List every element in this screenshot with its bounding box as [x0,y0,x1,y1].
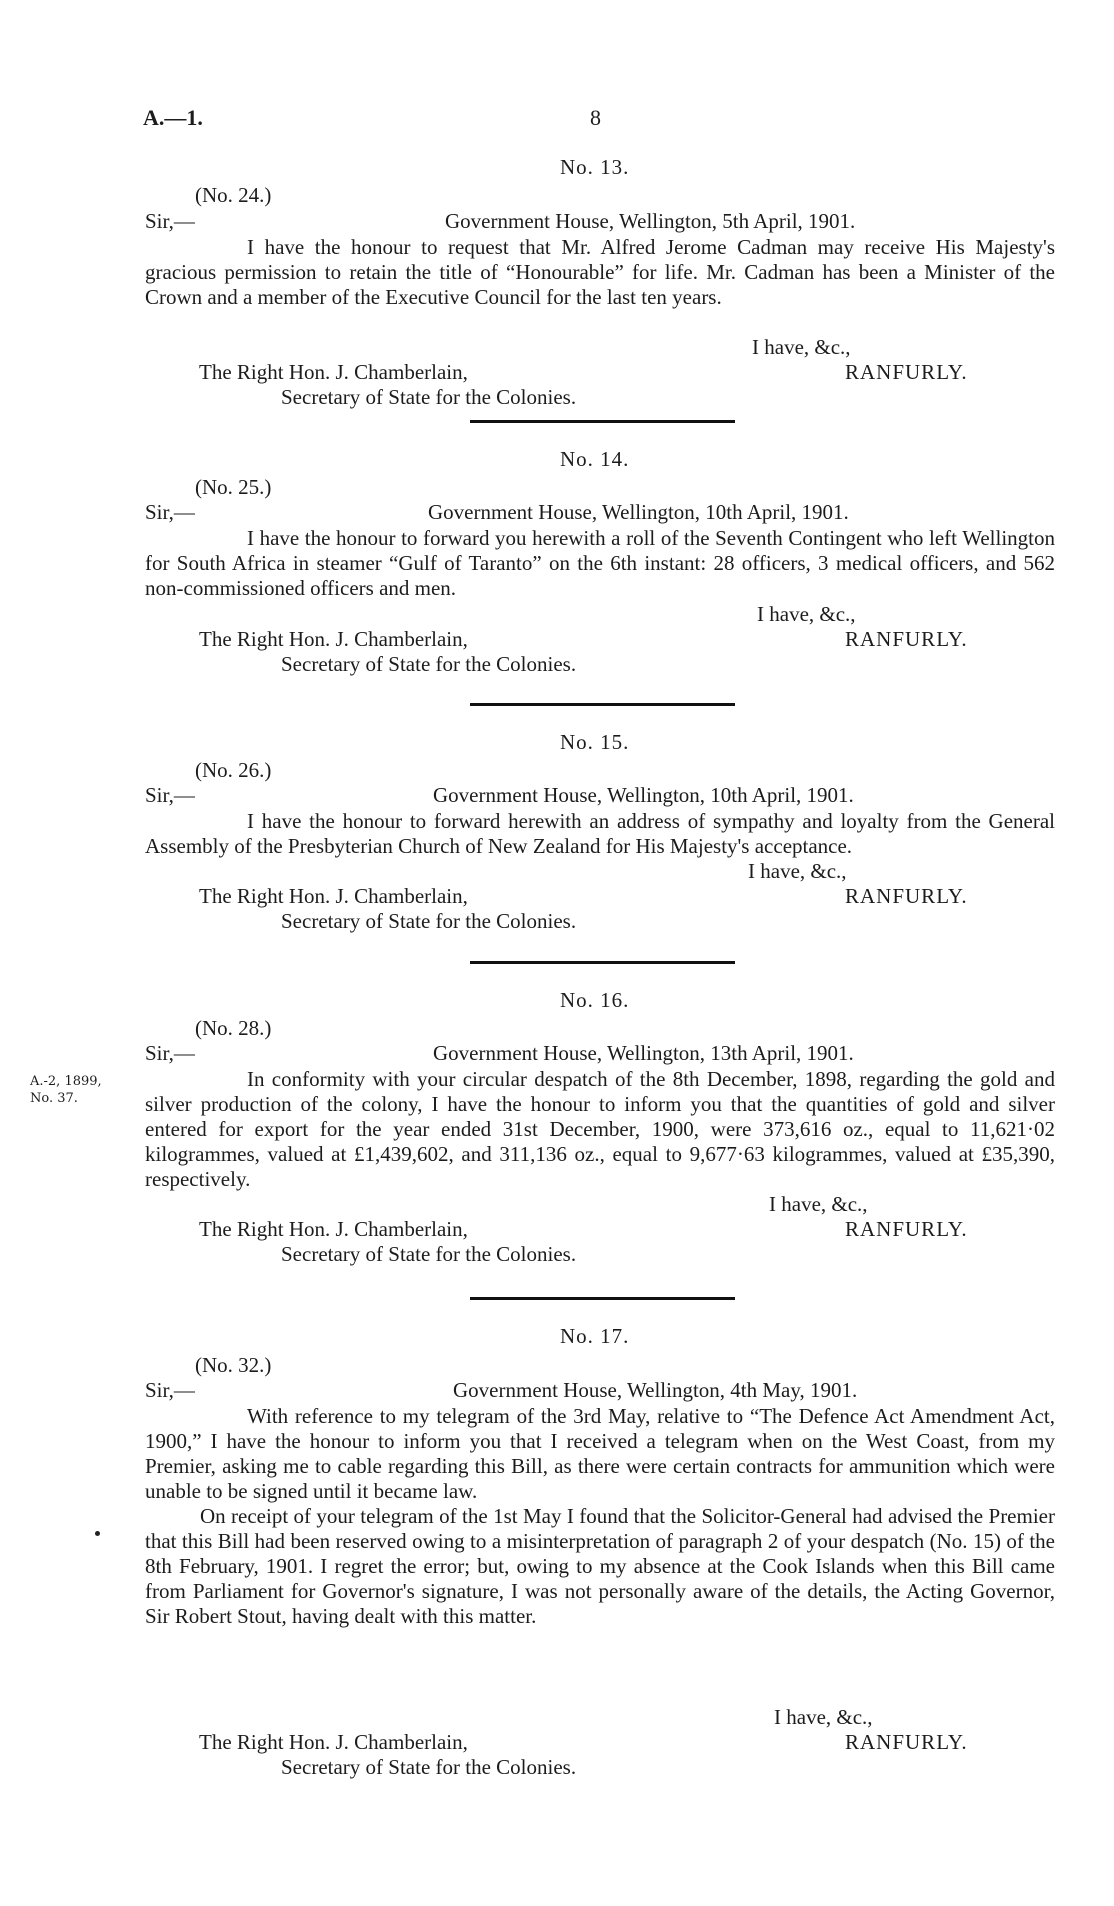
letter-body [145,1067,1055,1192]
closing: I have, &c., [774,1705,873,1729]
margin-note-line: No. 37. [30,1091,78,1106]
salutation: Sir,— [145,783,195,807]
addressee: The Right Hon. J. Chamberlain, [199,1730,468,1754]
despatch-number: (No. 24.) [195,183,272,207]
closing: I have, &c., [752,335,851,359]
salutation: Sir,— [145,500,195,524]
signature: RANFURLY. [845,360,968,384]
closing: I have, &c., [748,859,847,883]
signature: RANFURLY. [845,627,968,651]
letter-number: No. 14. [560,447,630,471]
addressee-title: Secretary of State for the Colonies. [281,652,577,676]
section-divider [470,1297,735,1300]
dateline: Government House, Wellington, 10th April, 1901. [428,500,849,524]
letter-body [145,809,1055,859]
addressee-title: Secretary of State for the Colonies. [281,1755,577,1779]
closing: I have, &c., [757,602,856,626]
margin-note-line: A.-2, 1899, [30,1074,102,1089]
section-divider [470,420,735,423]
signature: RANFURLY. [845,1217,968,1241]
addressee-title: Secretary of State for the Colonies. [281,909,577,933]
paragraph: In conformity with your circular despatch of the 8th December, 1898, regarding the gold and silver production of the colony, I have the honour to inform you that the quantities of gold and silver entered for export for the year ended 31st December, 1900, were 373,616 oz., equal to 11,621·02 kilogrammes, valued at £1,439,602, and 311,136 oz., equal to 9,677·63 kilogrammes, valued at £35,390, respectively. [145,1067,1055,1191]
parliamentary-paper-ref: A.—1. [143,105,203,130]
section-divider [470,703,735,706]
addressee: The Right Hon. J. Chamberlain, [199,884,468,908]
despatch-number: (No. 32.) [195,1353,272,1377]
letter-number: No. 13. [560,155,630,179]
dateline: Government House, Wellington, 10th April, 1901. [433,783,854,807]
section-divider [470,961,735,964]
addressee: The Right Hon. J. Chamberlain, [199,360,468,384]
salutation: Sir,— [145,1378,195,1402]
letter-number: No. 15. [560,730,630,754]
dateline: Government House, Wellington, 5th April, 1901. [445,209,856,233]
letter-body [145,1404,1055,1629]
closing: I have, &c., [769,1192,868,1216]
despatch-number: (No. 26.) [195,758,272,782]
signature: RANFURLY. [845,884,968,908]
addressee-title: Secretary of State for the Colonies. [281,385,577,409]
addressee-title: Secretary of State for the Colonies. [281,1242,577,1266]
letter-number: No. 17. [560,1324,630,1348]
letter-number: No. 16. [560,988,630,1012]
dateline: Government House, Wellington, 4th May, 1901. [453,1378,858,1402]
despatch-number: (No. 25.) [195,475,272,499]
addressee: The Right Hon. J. Chamberlain, [199,627,468,651]
letter-body [145,526,1055,601]
paragraph: On receipt of your telegram of the 1st May I found that the Solicitor-General had advised the Premier that this Bill had been reserved owing to a misinterpretation of paragraph 2 of your despatch (No. 15) of the 8th February, 1901. I regret the error; but, owing to my absence at the Cook Islands when this Bill came from Parliament for Governor's signature, I was not personally aware of the details, the Acting Governor, Sir Robert Stout, having dealt with this matter. [145,1504,1055,1628]
paragraph: I have the honour to forward herewith an address of sympathy and loyalty from the General Assembly of the Presbyterian Church of New Zealand for His Majesty's acceptance. [145,809,1055,858]
despatch-number: (No. 28.) [195,1016,272,1040]
paragraph: With reference to my telegram of the 3rd May, relative to “The Defence Act Amendment Act, 1900,” I have the honour to inform you that I received a telegram when on the West Coast, from my Premier, asking me to cable regarding this Bill, as there were certain contracts for ammunition which were unable to be signed until it became law. [145,1404,1055,1503]
paragraph: I have the honour to forward you herewith a roll of the Seventh Contingent who left Wellington for South Africa in steamer “Gulf of Taranto” on the 6th instant: 28 officers, 3 medical officers, and 562 non-commissioned officers and men. [145,526,1055,600]
salutation: Sir,— [145,209,195,233]
paragraph: I have the honour to request that Mr. Alfred Jerome Cadman may receive His Majesty's gracious permission to retain the title of “Honourable” for life. Mr. Cadman has been a Minister of the Crown and a member of the Executive Council for the last ten years. [145,235,1055,309]
signature: RANFURLY. [845,1730,968,1754]
letter-body [145,235,1055,310]
margin-note [30,1073,102,1107]
addressee: The Right Hon. J. Chamberlain, [199,1217,468,1241]
page-number: 8 [590,105,601,130]
ink-speck [95,1531,100,1536]
dateline: Government House, Wellington, 13th April, 1901. [433,1041,854,1065]
salutation: Sir,— [145,1041,195,1065]
